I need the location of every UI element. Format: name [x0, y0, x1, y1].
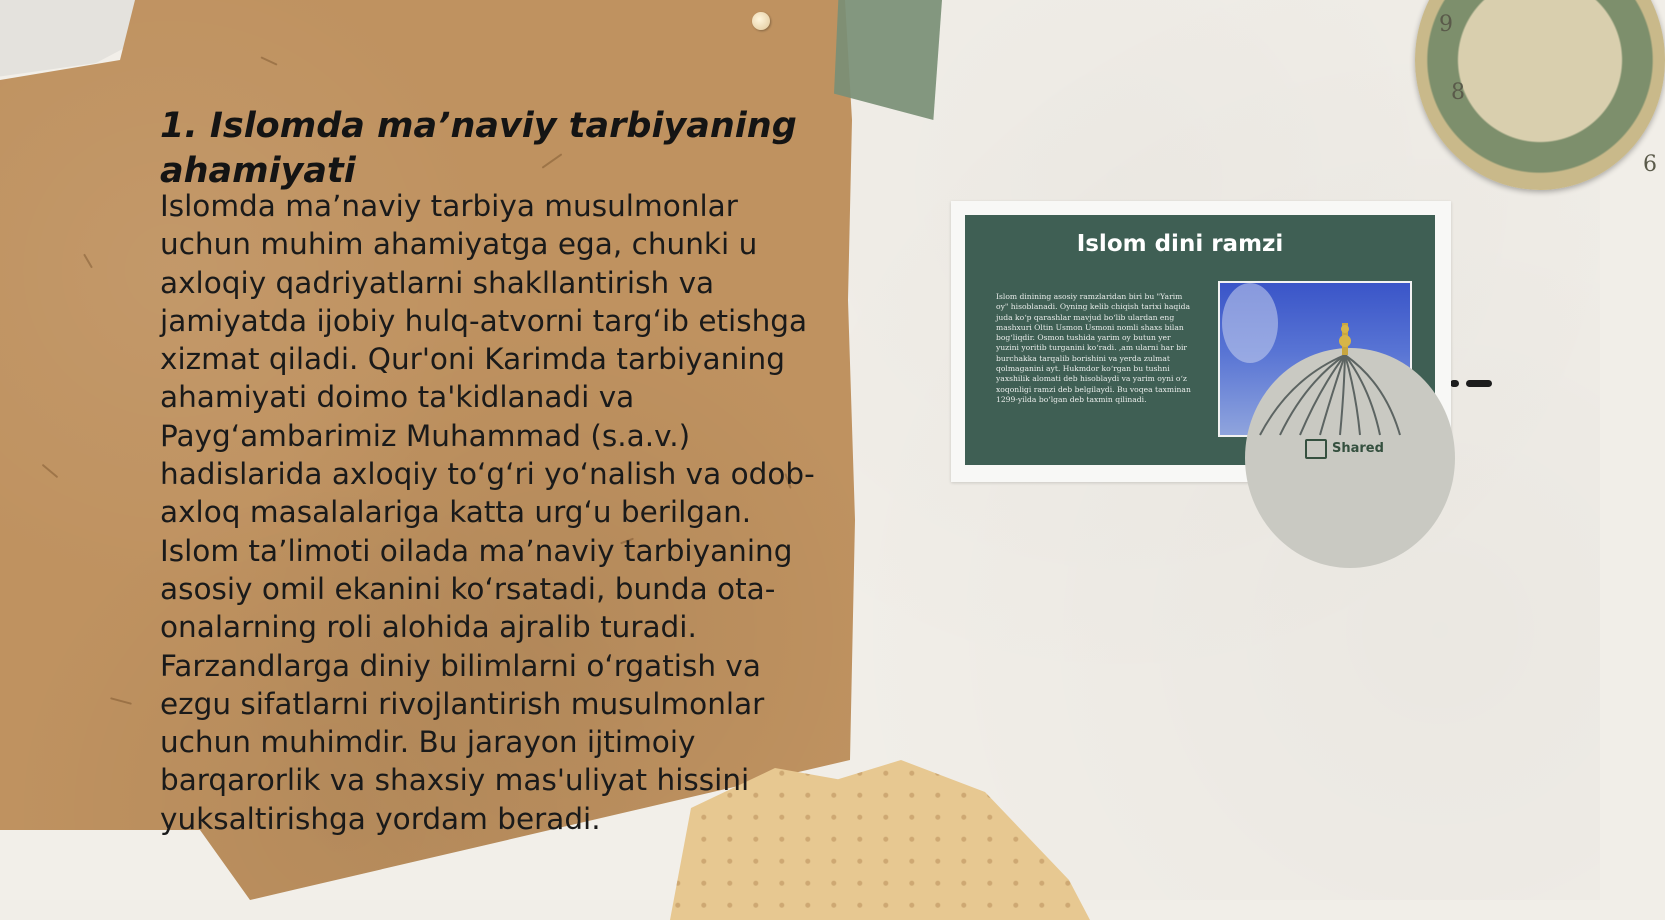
- clock-number: 9: [1439, 12, 1453, 37]
- card-title: Islom dini ramzi: [1076, 231, 1284, 257]
- clock-number: 6: [1643, 152, 1657, 177]
- card-logo-text: Shared: [1332, 441, 1384, 456]
- islam-symbol-card[interactable]: [965, 215, 1435, 465]
- push-pin-icon: [752, 12, 770, 30]
- ink-marks: [1450, 378, 1500, 388]
- clock-number: 8: [1451, 80, 1465, 105]
- mosque-dome-crescent-icon: [1218, 281, 1412, 437]
- presentation-logo-icon: [1305, 439, 1327, 459]
- slide-body-text: Islomda ma’naviy tarbiya musulmonlar uchun muhim ahamiyatga ega, chunki u axloqiy qadriyatlarni shakllantirish va jamiyatda ijobiy hulq-atvorni targ‘ib etishga xizmat qiladi. Qur'oni Karimda tarbiyaning ahamiyati doimo ta'kidlanadi va Payg‘ambarimiz Muhammad (s.a.v.) hadislarida axloqiy to‘g‘ri yo‘nalish va odob-axloq masalalariga katta urg‘u berilgan. Islom ta’limoti oilada ma’naviy tarbiyaning asosiy omil ekanini ko‘rsatadi, bunda ota-onalarning roli alohida ajralib turadi. Farzandlarga diniy bilimlarni o‘rgatish va ezgu sifatlarni rivojlantirish musulmonlar uchun muhimdir. Bu jarayon ijtimoiy barqarorlik va shaxsiy mas'uliyat hissini yuksaltirishga yordam beradi.: [160, 189, 815, 836]
- card-description: Islom dinining asosiy ramzlaridan biri bu "Yarim oy" hisoblanadi. Oyning kelib chiqish tarixi haqida juda ko‘p qarashlar mavjud bo‘lib ulardan eng mashxuri Oltin Usmon Usmoni nomli shaxs bilan bog‘liqdir. Osmon tushida yarim oy butun yer yuzini yoritib turganini ko‘radi. ,am ularni har bir burchakka tarqalib borishini va yerda zulmat qolmaganini ayt. Hukmdor ko‘rgan bu tushni yaxshilik alomati deb hisoblaydi va yarim oyni o‘z xoqonligi ramzi deb belgilaydi. Bu voqea taxminan 1299-yilda bo‘lgan deb taxmin qilinadi.: [996, 292, 1191, 404]
- slide-title: 1. Islomda ma’naviy tarbiyaning ahamiyati: [160, 106, 797, 191]
